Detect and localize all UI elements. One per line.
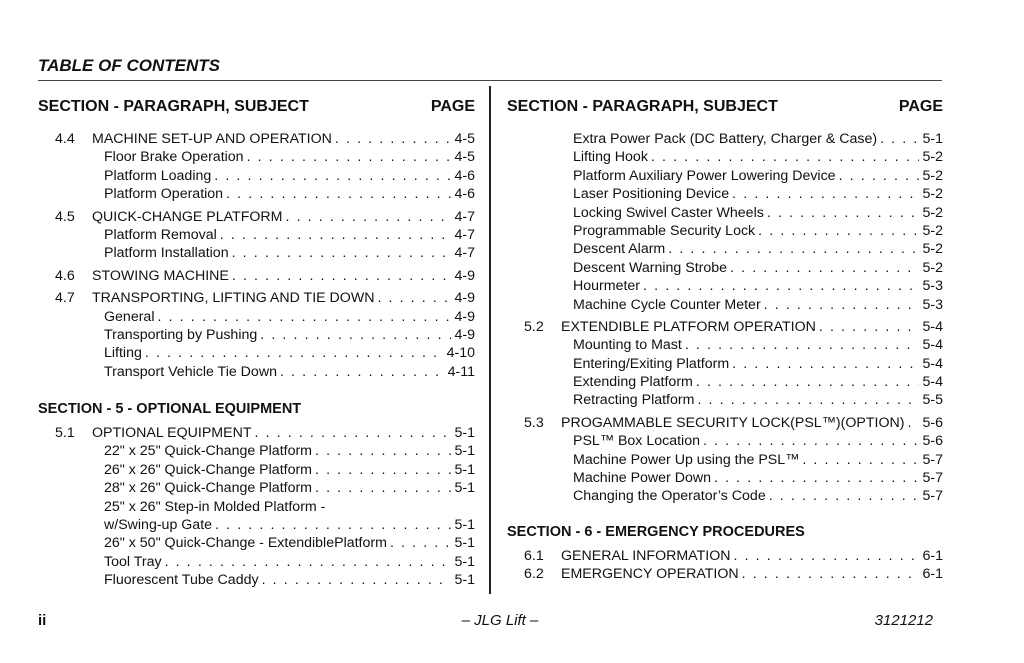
toc-entry <box>38 424 475 442</box>
toc-entry-number: 4.4 <box>55 131 75 147</box>
toc-subentry <box>507 185 943 203</box>
toc-entry-text: Machine Power Down <box>573 470 711 487</box>
toc-subentry <box>38 148 475 166</box>
toc-subentry <box>507 432 943 450</box>
toc-entry-text: PSL™ Box Location <box>573 433 700 450</box>
toc-entry-text: w/Swing-up Gate <box>104 517 213 534</box>
toc-entry-text: Descent Alarm <box>573 241 666 258</box>
toc-entry-text: Platform Auxiliary Power Lowering Device <box>573 167 836 184</box>
dot-leader <box>668 240 919 258</box>
column-header-subject: SECTION - PARAGRAPH, SUBJECT <box>507 98 778 115</box>
toc-entry-page: 6-1 <box>922 566 943 583</box>
toc-group <box>38 267 475 285</box>
dot-leader <box>880 130 919 148</box>
toc-entry-page: 4-6 <box>454 186 475 203</box>
toc-entry-text: STOWING MACHINE <box>92 267 229 284</box>
toc-entry-text: Lifting Hook <box>573 149 648 166</box>
toc-entry-text: Platform Installation <box>104 245 229 262</box>
toc-entry-text: Extra Power Pack (DC Battery, Charger & Case) <box>573 131 878 147</box>
toc-entry-text: Machine Cycle Counter Meter <box>573 296 761 313</box>
toc-subentry <box>38 167 475 185</box>
toc-entry-text: Platform Loading <box>104 167 212 184</box>
dot-leader <box>769 487 920 505</box>
toc-entry-text: Machine Power Up using the PSL™ <box>573 451 800 468</box>
toc-entry <box>507 318 943 336</box>
dot-leader <box>907 414 919 432</box>
toc-entry-number: 4.6 <box>55 267 75 284</box>
toc-subentry <box>507 296 943 314</box>
dot-leader <box>643 277 919 295</box>
dot-leader <box>696 373 920 391</box>
toc-subentry <box>507 469 943 487</box>
toc-entry-page: 5-2 <box>922 149 943 166</box>
toc-subentry <box>38 363 475 381</box>
toc-subentry <box>38 571 475 589</box>
toc-entry-page: 5-1 <box>454 553 475 570</box>
dot-leader <box>697 391 919 409</box>
dot-leader <box>286 208 452 226</box>
dot-leader <box>651 148 920 166</box>
dot-leader <box>732 355 919 373</box>
dot-leader <box>255 424 452 442</box>
toc-entry <box>38 208 475 226</box>
toc-entry-text: TRANSPORTING, LIFTING AND TIE DOWN <box>92 290 375 307</box>
toc-entry-page: 4-6 <box>454 167 475 184</box>
footer-center-text: – JLG Lift – <box>461 612 539 629</box>
toc-entry-page: 5-7 <box>922 488 943 505</box>
toc-entry-text: Fluorescent Tube Caddy <box>104 572 259 589</box>
toc-entry-page: 4-9 <box>454 326 475 343</box>
title-rule <box>38 80 942 81</box>
toc-entry-text: Transport Vehicle Tie Down <box>104 363 277 380</box>
toc-entry-text: General <box>104 308 155 325</box>
toc-entry-text: EMERGENCY OPERATION <box>561 566 739 583</box>
dot-leader <box>232 244 452 262</box>
dot-leader <box>262 571 452 589</box>
toc-entry-text: Hourmeter <box>573 278 641 295</box>
dot-leader <box>315 442 451 460</box>
dot-leader <box>232 267 452 285</box>
toc-entry-page: 5-6 <box>922 414 943 431</box>
toc-entry-text: Retracting Platform <box>573 392 695 409</box>
toc-entry <box>38 130 475 148</box>
toc-subentry <box>507 451 943 469</box>
page-title: TABLE OF CONTENTS <box>38 56 220 75</box>
toc-entry <box>507 565 943 583</box>
toc-entry-page: 5-7 <box>922 470 943 487</box>
dot-leader <box>733 547 919 565</box>
toc-entry-page: 5-1 <box>454 443 475 460</box>
section-heading: SECTION - 5 - OPTIONAL EQUIPMENT <box>38 401 302 418</box>
dot-leader <box>758 222 919 240</box>
dot-leader <box>714 469 919 487</box>
toc-entry-page: 4-5 <box>454 131 475 147</box>
toc-group <box>507 414 943 506</box>
toc-group <box>38 289 475 381</box>
toc-entry <box>507 547 943 565</box>
column-header-page: PAGE <box>898 98 943 115</box>
toc-group <box>38 130 475 204</box>
toc-entry-page: 5-1 <box>454 535 475 552</box>
toc-entry-text: 25" x 26" Step-in Molded Platform - <box>104 498 326 515</box>
toc-entry-page: 5-2 <box>922 222 943 239</box>
toc-entry-text: Platform Operation <box>104 186 224 203</box>
dot-leader <box>220 226 452 244</box>
dot-leader <box>280 363 445 381</box>
toc-entry-page: 4-9 <box>454 308 475 325</box>
toc-entry-page: 5-4 <box>922 337 943 354</box>
toc-subentry <box>507 204 943 222</box>
toc-entry-page: 5-3 <box>922 296 943 313</box>
footer-doc-number: 3121212 <box>874 612 933 629</box>
toc-subentry <box>507 259 943 277</box>
toc-entry-page: 5-1 <box>454 572 475 589</box>
footer-page-number: ii <box>38 612 47 629</box>
dot-leader <box>214 167 451 185</box>
toc-group <box>507 547 943 584</box>
toc-entry-page: 5-2 <box>922 241 943 258</box>
toc-entry-page: 5-1 <box>454 425 475 442</box>
toc-subentry <box>507 336 943 354</box>
toc-entry-text: MACHINE SET-UP AND OPERATION <box>92 131 332 147</box>
dot-leader <box>732 185 919 203</box>
toc-entry-page: 4-7 <box>454 208 475 225</box>
dot-leader <box>215 516 451 534</box>
toc-entry-text: Descent Warning Strobe <box>573 259 728 276</box>
toc-entry-page: 5-1 <box>454 517 475 534</box>
dot-leader <box>802 451 919 469</box>
toc-entry <box>38 267 475 285</box>
toc-subentry <box>38 498 475 516</box>
dot-leader <box>819 318 920 336</box>
toc-entry-text: OPTIONAL EQUIPMENT <box>92 425 252 442</box>
toc-entry-text: Floor Brake Operation <box>104 149 244 166</box>
toc-entry-number: 6.2 <box>524 566 544 583</box>
left-column <box>38 94 475 590</box>
dot-leader <box>260 326 451 344</box>
toc-subentry <box>38 442 475 460</box>
dot-leader <box>839 167 920 185</box>
toc-entry-number: 4.5 <box>55 208 75 225</box>
toc-entry-page: 4-7 <box>454 245 475 262</box>
toc-entry-number: 5.1 <box>55 425 75 442</box>
toc-entry-number: 6.1 <box>524 547 544 564</box>
toc-entry-text: 22" x 25" Quick-Change Platform <box>104 443 313 460</box>
toc-entry-text: Laser Positioning Device <box>573 186 730 203</box>
toc-entry-page: 4-11 <box>447 363 475 380</box>
toc-entry-number: 5.2 <box>524 318 544 335</box>
toc-subentry <box>507 355 943 373</box>
toc-subentry <box>38 244 475 262</box>
toc-entry-text: 28" x 26" Quick-Change Platform <box>104 480 313 497</box>
toc-entry-text: Extending Platform <box>573 374 693 391</box>
toc-subentry <box>507 391 943 409</box>
column-divider <box>489 86 491 594</box>
toc-entry-page: 4-5 <box>454 149 475 166</box>
toc-entry-page: 5-6 <box>922 433 943 450</box>
column-header <box>38 94 475 120</box>
dot-leader <box>767 204 920 222</box>
toc-entry-page: 5-2 <box>922 186 943 203</box>
toc-entry-page: 6-1 <box>922 547 943 564</box>
toc-entry-page: 4-7 <box>454 226 475 243</box>
toc-subentry <box>507 167 943 185</box>
toc-subentry <box>38 553 475 571</box>
toc-subentry <box>507 373 943 391</box>
column-header-subject: SECTION - PARAGRAPH, SUBJECT <box>38 98 309 115</box>
toc-entry-text: Mounting to Mast <box>573 337 682 354</box>
toc-entry-text: QUICK-CHANGE PLATFORM <box>92 208 283 225</box>
dot-leader <box>764 296 920 314</box>
toc-group <box>38 424 475 590</box>
dot-leader <box>145 344 444 362</box>
toc-group <box>507 318 943 410</box>
toc-subentry <box>38 226 475 244</box>
toc-entry-text: Platform Removal <box>104 226 217 243</box>
toc-entry-text: Locking Swivel Caster Wheels <box>573 204 764 221</box>
dot-leader <box>390 534 452 552</box>
toc-entry-page: 4-10 <box>446 345 475 362</box>
toc-subentry <box>38 534 475 552</box>
toc-entry-page: 5-7 <box>922 451 943 468</box>
toc-subentry <box>38 185 475 203</box>
dot-leader <box>157 308 451 326</box>
toc-entry-page: 5-2 <box>922 204 943 221</box>
dot-leader <box>165 553 452 571</box>
toc-entry-text: PROGAMMABLE SECURITY LOCK(PSL™)(OPTION) <box>561 414 905 431</box>
dot-leader <box>226 185 451 203</box>
toc-entry-text: 26" x 26" Quick-Change Platform <box>104 461 313 478</box>
toc-entry-text: GENERAL INFORMATION <box>561 547 731 564</box>
right-column <box>507 94 943 584</box>
toc-entry-page: 5-4 <box>922 318 943 335</box>
toc-subentry <box>507 277 943 295</box>
dot-leader <box>315 461 451 479</box>
dot-leader <box>742 565 920 583</box>
toc-entry-page: 5-4 <box>922 355 943 372</box>
toc-entry-page: 5-2 <box>922 259 943 276</box>
toc-entry-page: 5-2 <box>922 167 943 184</box>
section-heading: SECTION - 6 - EMERGENCY PROCEDURES <box>507 523 805 540</box>
toc-subentry <box>507 487 943 505</box>
toc-entry-text: 26" x 50" Quick-Change - ExtendiblePlatform <box>104 535 387 552</box>
toc-subentry <box>38 344 475 362</box>
toc-entry-text: Transporting by Pushing <box>104 326 258 343</box>
toc-entry-text: Programmable Security Lock <box>573 222 756 239</box>
dot-leader <box>335 130 452 148</box>
dot-leader <box>685 336 920 354</box>
dot-leader <box>730 259 919 277</box>
toc-entry <box>507 414 943 432</box>
toc-entry-number: 4.7 <box>55 290 75 307</box>
dot-leader <box>247 148 452 166</box>
toc-entry-text: Entering/Exiting Platform <box>573 355 730 372</box>
dot-leader <box>377 289 451 307</box>
toc-group <box>507 130 943 314</box>
toc-subentry <box>507 148 943 166</box>
toc-entry-text: EXTENDIBLE PLATFORM OPERATION <box>561 318 816 335</box>
toc-entry-page: 4-9 <box>454 290 475 307</box>
column-header <box>507 94 943 120</box>
toc-entry-page: 5-4 <box>922 374 943 391</box>
dot-leader <box>315 479 451 497</box>
toc-subentry <box>507 130 943 148</box>
toc-entry-page: 5-1 <box>922 131 943 147</box>
toc-entry-page: 4-9 <box>454 267 475 284</box>
column-header-page: PAGE <box>430 98 475 115</box>
toc-subentry <box>38 461 475 479</box>
toc-subentry <box>38 326 475 344</box>
toc-entry-page: 5-3 <box>922 278 943 295</box>
toc-entry-page: 5-1 <box>454 480 475 497</box>
toc-entry-text: Lifting <box>104 345 142 362</box>
toc-entry-page: 5-1 <box>454 461 475 478</box>
toc-subentry <box>507 240 943 258</box>
toc-entry-text: Changing the Operator’s Code <box>573 488 766 505</box>
toc-subentry <box>38 479 475 497</box>
dot-leader <box>703 432 920 450</box>
toc-entry <box>38 289 475 307</box>
toc-entry-text: Tool Tray <box>104 553 162 570</box>
toc-entry-number: 5.3 <box>524 414 544 431</box>
toc-entry-page: 5-5 <box>922 392 943 409</box>
toc-subentry <box>507 222 943 240</box>
toc-subentry <box>38 516 475 534</box>
toc-subentry <box>38 308 475 326</box>
toc-group <box>38 208 475 263</box>
